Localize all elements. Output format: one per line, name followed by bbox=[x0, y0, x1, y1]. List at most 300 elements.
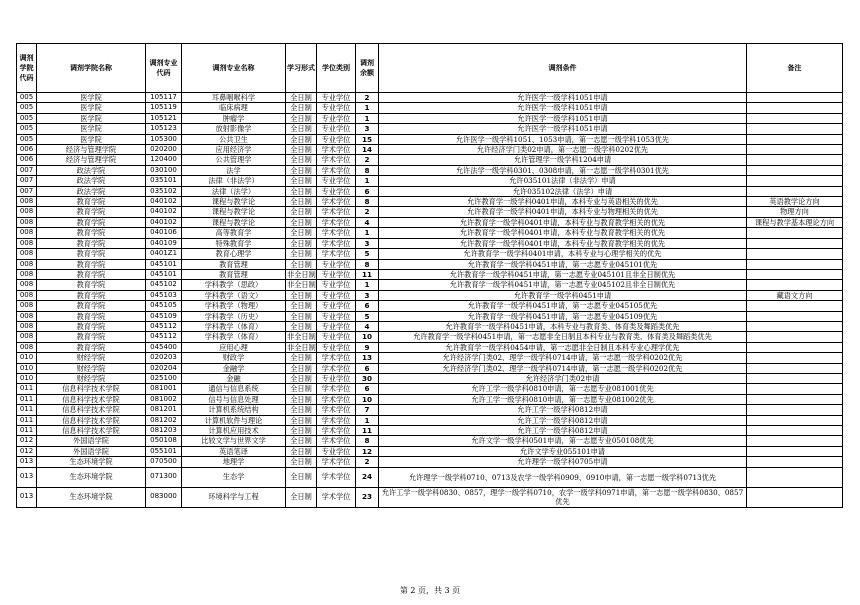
cell-college-name: 医学院 bbox=[37, 134, 146, 144]
cell-college-name: 财经学院 bbox=[37, 373, 146, 383]
cell-major-code: 045400 bbox=[146, 342, 182, 352]
cell-college-name: 教育学院 bbox=[37, 269, 146, 279]
cell-quota: 1 bbox=[356, 113, 379, 123]
cell-degree-type: 专业学位 bbox=[317, 373, 356, 383]
cell-remarks bbox=[747, 373, 843, 383]
table-row bbox=[17, 124, 843, 134]
cell-degree-type: 学术学位 bbox=[317, 249, 356, 259]
cell-degree-type: 专业学位 bbox=[317, 321, 356, 331]
cell-major-code: 045102 bbox=[146, 280, 182, 290]
cell-conditions: 允许文学一级学科0501申请，第一志愿专业050108优先 bbox=[379, 436, 747, 446]
header-major-code: 调剂专业代码 bbox=[146, 44, 182, 93]
cell-conditions: 允许法学一级学科0301、0308申请，第一志愿一级学科0301优先 bbox=[379, 165, 747, 175]
cell-quota: 1 bbox=[356, 103, 379, 113]
cell-college-code: 005 bbox=[17, 113, 37, 123]
table-row bbox=[17, 373, 843, 383]
cell-study-form: 全日制 bbox=[286, 238, 317, 248]
cell-remarks bbox=[747, 249, 843, 259]
cell-conditions: 允许教育学一级学科0401申请，本科专业与教育教学相关的优先 bbox=[379, 238, 747, 248]
cell-degree-type: 专业学位 bbox=[317, 134, 356, 144]
cell-study-form: 全日制 bbox=[286, 259, 317, 269]
cell-study-form: 全日制 bbox=[286, 217, 317, 227]
cell-college-name: 财经学院 bbox=[37, 363, 146, 373]
cell-major-code: 045105 bbox=[146, 301, 182, 311]
cell-college-name: 政法学院 bbox=[37, 165, 146, 175]
table-row bbox=[17, 238, 843, 248]
cell-major-code: 030100 bbox=[146, 165, 182, 175]
cell-degree-type: 学术学位 bbox=[317, 217, 356, 227]
cell-college-name: 教育学院 bbox=[37, 342, 146, 352]
page-footer: 第 2 页，共 3 页 bbox=[399, 586, 461, 595]
table-row bbox=[17, 93, 843, 103]
cell-conditions: 允许教育学一级学科0401申请，本科专业与教育教学相关的优先 bbox=[379, 217, 747, 227]
cell-major-name: 财政学 bbox=[182, 353, 286, 363]
cell-study-form: 非全日制 bbox=[287, 342, 316, 352]
cell-college-code: 008 bbox=[17, 301, 37, 311]
cell-study-form: 全日制 bbox=[286, 124, 317, 134]
cell-remarks bbox=[747, 311, 843, 321]
table-row bbox=[17, 405, 843, 415]
cell-degree-type: 专业学位 bbox=[317, 290, 356, 300]
cell-study-form: 全日制 bbox=[286, 394, 317, 404]
cell-degree-type: 学术学位 bbox=[317, 197, 356, 207]
table-row bbox=[17, 259, 843, 269]
cell-remarks bbox=[747, 134, 843, 144]
cell-quota: 2 bbox=[356, 207, 379, 217]
cell-college-code: 005 bbox=[17, 134, 37, 144]
cell-college-name: 政法学院 bbox=[37, 186, 146, 196]
cell-college-name: 教育学院 bbox=[37, 217, 146, 227]
cell-remarks bbox=[747, 353, 843, 363]
cell-conditions: 允许教育学一级学科0451申请，第一志愿非全日制且本科专业与教育类、体育类及舞蹈类优先 bbox=[379, 332, 747, 342]
cell-study-form: 全日制 bbox=[286, 155, 317, 165]
cell-remarks bbox=[747, 124, 843, 134]
cell-remarks bbox=[747, 165, 843, 175]
cell-remarks bbox=[747, 363, 843, 373]
cell-quota: 8 bbox=[356, 259, 379, 269]
table-row bbox=[17, 155, 843, 165]
cell-quota: 1 bbox=[356, 280, 379, 290]
cell-quota: 10 bbox=[356, 394, 379, 404]
table-row bbox=[17, 207, 843, 217]
cell-degree-type: 学术学位 bbox=[317, 426, 356, 436]
cell-conditions: 允许教育学一级学科0451申请，第一志愿专业045105优先 bbox=[379, 301, 747, 311]
cell-study-form: 非全日制 bbox=[287, 280, 316, 290]
cell-college-code: 008 bbox=[17, 228, 37, 238]
cell-study-form: 全日制 bbox=[286, 113, 317, 123]
cell-conditions: 允许035101法律（非法学）申请 bbox=[379, 176, 747, 186]
cell-college-code: 011 bbox=[17, 415, 37, 425]
cell-conditions: 允许教育学一级学科0451申请 bbox=[379, 290, 747, 300]
cell-remarks bbox=[747, 113, 843, 123]
cell-college-code: 005 bbox=[17, 93, 37, 103]
cell-quota: 7 bbox=[356, 405, 379, 415]
cell-college-code: 010 bbox=[17, 353, 37, 363]
table-row bbox=[17, 280, 843, 290]
cell-major-name: 地理学 bbox=[182, 457, 286, 467]
cell-quota: 4 bbox=[356, 321, 379, 331]
table-row bbox=[17, 415, 843, 425]
cell-degree-type: 学术学位 bbox=[317, 467, 356, 487]
cell-major-name: 学科教学（历史） bbox=[182, 311, 286, 321]
header-study-form: 学习形式 bbox=[286, 44, 317, 93]
cell-college-code: 008 bbox=[17, 342, 37, 352]
cell-degree-type: 专业学位 bbox=[317, 280, 356, 290]
cell-college-code: 013 bbox=[17, 457, 37, 467]
cell-conditions: 允许管理学一级学科1204申请 bbox=[379, 155, 747, 165]
cell-conditions: 允许文学专业055101申请 bbox=[379, 446, 747, 456]
cell-quota: 10 bbox=[356, 332, 379, 342]
cell-college-name: 医学院 bbox=[37, 113, 146, 123]
cell-college-code: 007 bbox=[17, 186, 37, 196]
header-major-name: 调剂专业名称 bbox=[182, 44, 286, 93]
cell-college-name: 生态环境学院 bbox=[37, 457, 146, 467]
cell-major-code: 040106 bbox=[146, 228, 182, 238]
cell-quota: 1 bbox=[356, 415, 379, 425]
table-row bbox=[17, 457, 843, 467]
cell-college-name: 财经学院 bbox=[37, 353, 146, 363]
cell-conditions: 允许工学一级学科0812申请 bbox=[379, 426, 747, 436]
cell-conditions: 允许教育学一级学科0451申请，第一志愿专业045101优先 bbox=[379, 259, 747, 269]
cell-study-form: 全日制 bbox=[286, 353, 317, 363]
cell-college-code: 006 bbox=[17, 155, 37, 165]
cell-major-name: 学科教学（体育） bbox=[182, 332, 286, 342]
cell-major-name: 教育管理 bbox=[182, 269, 286, 279]
cell-quota: 30 bbox=[356, 373, 379, 383]
cell-major-code: 081201 bbox=[146, 405, 182, 415]
cell-remarks bbox=[747, 103, 843, 113]
cell-major-code: 050108 bbox=[146, 436, 182, 446]
cell-college-name: 教育学院 bbox=[37, 197, 146, 207]
cell-major-name: 公共卫生 bbox=[182, 134, 286, 144]
cell-quota: 3 bbox=[356, 238, 379, 248]
cell-major-name: 课程与教学论 bbox=[182, 197, 286, 207]
cell-college-code: 012 bbox=[17, 436, 37, 446]
cell-major-code: 040102 bbox=[146, 207, 182, 217]
cell-quota: 2 bbox=[356, 457, 379, 467]
cell-degree-type: 学术学位 bbox=[317, 238, 356, 248]
cell-study-form: 全日制 bbox=[286, 436, 317, 446]
cell-college-code: 012 bbox=[17, 446, 37, 456]
cell-college-name: 外国语学院 bbox=[37, 436, 146, 446]
cell-college-code: 007 bbox=[17, 176, 37, 186]
cell-major-code: 045103 bbox=[146, 290, 182, 300]
cell-major-name: 比较文学与世界文学 bbox=[182, 436, 286, 446]
header-college-name: 调剂学院名称 bbox=[37, 44, 146, 93]
cell-college-name: 教育学院 bbox=[37, 238, 146, 248]
cell-college-code: 008 bbox=[17, 332, 37, 342]
cell-conditions: 允许医学一级学科1051申请 bbox=[379, 124, 747, 134]
cell-conditions: 允许经济学门类02申请，第一志愿一级学科0202优先 bbox=[379, 145, 747, 155]
table-row bbox=[17, 426, 843, 436]
cell-degree-type: 专业学位 bbox=[317, 301, 356, 311]
cell-major-name: 特殊教育学 bbox=[182, 238, 286, 248]
table-row bbox=[17, 384, 843, 394]
cell-study-form: 非全日制 bbox=[287, 332, 316, 342]
cell-study-form: 全日制 bbox=[286, 186, 317, 196]
cell-quota: 5 bbox=[356, 249, 379, 259]
cell-college-code: 008 bbox=[17, 290, 37, 300]
cell-college-name: 信息科学技术学院 bbox=[37, 426, 146, 436]
cell-major-name: 法律（非法学） bbox=[182, 176, 286, 186]
cell-study-form: 全日制 bbox=[286, 373, 317, 383]
cell-conditions: 允许医学一级学科1051申请 bbox=[379, 113, 747, 123]
cell-quota: 1 bbox=[356, 228, 379, 238]
cell-college-name: 信息科学技术学院 bbox=[37, 384, 146, 394]
cell-major-code: 045109 bbox=[146, 311, 182, 321]
cell-major-code: 045101 bbox=[146, 269, 182, 279]
cell-degree-type: 专业学位 bbox=[317, 124, 356, 134]
cell-college-name: 教育学院 bbox=[37, 321, 146, 331]
table-row bbox=[17, 186, 843, 196]
table-row bbox=[17, 394, 843, 404]
cell-quota: 11 bbox=[356, 269, 379, 279]
cell-quota: 8 bbox=[356, 165, 379, 175]
header-remarks: 备注 bbox=[747, 44, 843, 93]
cell-conditions: 允许医学一级学科1051申请 bbox=[379, 93, 747, 103]
cell-quota: 14 bbox=[356, 145, 379, 155]
cell-study-form: 非全日制 bbox=[287, 269, 316, 279]
cell-degree-type: 学术学位 bbox=[317, 436, 356, 446]
cell-remarks: 物理方向 bbox=[747, 207, 843, 217]
cell-degree-type: 专业学位 bbox=[317, 311, 356, 321]
cell-college-code: 008 bbox=[17, 259, 37, 269]
header-quota: 调剂余额 bbox=[356, 44, 379, 93]
cell-major-code: 070500 bbox=[146, 457, 182, 467]
cell-major-code: 055101 bbox=[146, 446, 182, 456]
cell-major-code: 105121 bbox=[146, 113, 182, 123]
cell-conditions: 允许教育学一级学科0401申请，本科专业与物理相关的优先 bbox=[379, 207, 747, 217]
cell-degree-type: 学术学位 bbox=[317, 415, 356, 425]
cell-college-name: 医学院 bbox=[37, 124, 146, 134]
cell-conditions: 允许教育学一级学科0451申请，第一志愿专业045101且非全日制优先 bbox=[379, 269, 747, 279]
cell-major-code: 040102 bbox=[146, 217, 182, 227]
cell-study-form: 全日制 bbox=[286, 249, 317, 259]
cell-remarks bbox=[747, 436, 843, 446]
cell-conditions: 允许理学一级学科0710、0713及农学一级学科0909、0910申请，第一志愿一级学科0713优先 bbox=[379, 467, 747, 487]
table-row bbox=[17, 217, 843, 227]
cell-quota: 1 bbox=[356, 176, 379, 186]
cell-degree-type: 专业学位 bbox=[317, 113, 356, 123]
cell-quota: 8 bbox=[356, 436, 379, 446]
cell-remarks bbox=[747, 93, 843, 103]
cell-remarks bbox=[747, 405, 843, 415]
table-row bbox=[17, 113, 843, 123]
cell-major-name: 应用心理 bbox=[182, 342, 286, 352]
cell-study-form: 全日制 bbox=[286, 363, 317, 373]
cell-remarks bbox=[747, 467, 843, 487]
cell-college-name: 信息科学技术学院 bbox=[37, 405, 146, 415]
cell-quota: 6 bbox=[356, 384, 379, 394]
table-row bbox=[17, 165, 843, 175]
cell-college-code: 007 bbox=[17, 165, 37, 175]
cell-major-name: 金融 bbox=[182, 373, 286, 383]
cell-degree-type: 专业学位 bbox=[317, 342, 356, 352]
header-conditions: 调剂条件 bbox=[379, 44, 747, 93]
cell-quota: 5 bbox=[356, 311, 379, 321]
cell-conditions: 允许经济学门类02申请 bbox=[379, 373, 747, 383]
cell-study-form: 全日制 bbox=[286, 176, 317, 186]
cell-major-name: 学科教学（体育） bbox=[182, 321, 286, 331]
cell-conditions: 允许理学一级学科0705申请 bbox=[379, 457, 747, 467]
table-row bbox=[17, 446, 843, 456]
cell-major-name: 通信与信息系统 bbox=[182, 384, 286, 394]
cell-quota: 3 bbox=[356, 290, 379, 300]
cell-college-name: 外国语学院 bbox=[37, 446, 146, 456]
cell-remarks bbox=[747, 342, 843, 352]
cell-major-code: 0401Z1 bbox=[146, 249, 182, 259]
cell-college-name: 教育学院 bbox=[37, 228, 146, 238]
cell-degree-type: 专业学位 bbox=[317, 269, 356, 279]
cell-major-name: 英语笔译 bbox=[182, 446, 286, 456]
cell-study-form: 全日制 bbox=[286, 384, 317, 394]
cell-remarks: 英语教学论方向 bbox=[747, 197, 843, 207]
table-row bbox=[17, 301, 843, 311]
cell-college-name: 教育学院 bbox=[37, 332, 146, 342]
cell-college-name: 经济与管理学院 bbox=[37, 145, 146, 155]
cell-quota: 6 bbox=[356, 186, 379, 196]
cell-college-code: 008 bbox=[17, 217, 37, 227]
cell-conditions: 允许工学一级学科0812申请 bbox=[379, 415, 747, 425]
cell-remarks bbox=[747, 457, 843, 467]
table-row bbox=[17, 290, 843, 300]
cell-college-code: 011 bbox=[17, 394, 37, 404]
cell-college-code: 008 bbox=[17, 311, 37, 321]
table-row bbox=[17, 197, 843, 207]
cell-remarks bbox=[747, 446, 843, 456]
cell-study-form: 全日制 bbox=[286, 405, 317, 415]
cell-college-name: 医学院 bbox=[37, 103, 146, 113]
cell-college-code: 011 bbox=[17, 405, 37, 415]
cell-major-code: 083000 bbox=[146, 487, 182, 507]
table-row bbox=[17, 321, 843, 331]
cell-conditions: 允许教育学一级学科0451申请，本科专业与教育类、体育类及舞蹈类优先 bbox=[379, 321, 747, 331]
cell-conditions: 允许教育学一级学科0451申请，第一志愿专业045102且非全日制优先 bbox=[379, 280, 747, 290]
cell-major-name: 课程与教学论 bbox=[182, 207, 286, 217]
table-row bbox=[17, 353, 843, 363]
cell-remarks bbox=[747, 384, 843, 394]
cell-study-form: 全日制 bbox=[286, 415, 317, 425]
cell-degree-type: 专业学位 bbox=[317, 259, 356, 269]
cell-study-form: 全日制 bbox=[286, 165, 317, 175]
header-college-code: 调剂学院代码 bbox=[17, 44, 37, 93]
cell-study-form: 全日制 bbox=[286, 197, 317, 207]
cell-major-name: 公共管理学 bbox=[182, 155, 286, 165]
cell-remarks bbox=[747, 426, 843, 436]
cell-remarks bbox=[747, 394, 843, 404]
cell-study-form: 全日制 bbox=[286, 103, 317, 113]
cell-major-code: 105123 bbox=[146, 124, 182, 134]
cell-college-name: 信息科学技术学院 bbox=[37, 415, 146, 425]
cell-college-code: 008 bbox=[17, 269, 37, 279]
cell-college-name: 教育学院 bbox=[37, 207, 146, 217]
cell-major-code: 081001 bbox=[146, 384, 182, 394]
cell-college-code: 008 bbox=[17, 197, 37, 207]
cell-study-form: 全日制 bbox=[286, 207, 317, 217]
header-row bbox=[17, 44, 843, 93]
cell-conditions: 允许经济学门类02、理学一级学科0714申请，第一志愿一级学科0202优先 bbox=[379, 353, 747, 363]
cell-quota: 23 bbox=[356, 487, 379, 507]
cell-college-code: 006 bbox=[17, 145, 37, 155]
cell-major-code: 045112 bbox=[146, 321, 182, 331]
cell-degree-type: 学术学位 bbox=[317, 353, 356, 363]
cell-degree-type: 专业学位 bbox=[317, 186, 356, 196]
cell-college-name: 教育学院 bbox=[37, 301, 146, 311]
cell-remarks bbox=[747, 332, 843, 342]
cell-degree-type: 专业学位 bbox=[317, 332, 356, 342]
cell-college-code: 008 bbox=[17, 280, 37, 290]
cell-major-code: 025100 bbox=[146, 373, 182, 383]
cell-major-code: 040102 bbox=[146, 197, 182, 207]
cell-college-code: 008 bbox=[17, 249, 37, 259]
cell-remarks bbox=[747, 269, 843, 279]
cell-major-code: 020200 bbox=[146, 145, 182, 155]
cell-major-code: 081202 bbox=[146, 415, 182, 425]
cell-major-name: 生态学 bbox=[182, 467, 286, 487]
cell-conditions: 允许教育学一级学科0401申请，本科专业与心理学相关的优先 bbox=[379, 249, 747, 259]
cell-major-name: 金融学 bbox=[182, 363, 286, 373]
cell-conditions: 允许教育学一级学科0454申请，第一志愿非全日制且本科专业心理学优先 bbox=[379, 342, 747, 352]
cell-quota: 4 bbox=[356, 217, 379, 227]
cell-major-name: 学科教学（思政） bbox=[182, 280, 286, 290]
cell-remarks bbox=[747, 176, 843, 186]
table-row bbox=[17, 176, 843, 186]
cell-conditions: 允许工学一级学科0812申请 bbox=[379, 405, 747, 415]
cell-major-name: 学科教学（物理） bbox=[182, 301, 286, 311]
cell-quota: 15 bbox=[356, 134, 379, 144]
cell-college-name: 教育学院 bbox=[37, 259, 146, 269]
table-row bbox=[17, 363, 843, 373]
cell-degree-type: 学术学位 bbox=[317, 228, 356, 238]
table-row bbox=[17, 134, 843, 144]
cell-major-name: 计算机软件与理论 bbox=[182, 415, 286, 425]
cell-major-code: 071300 bbox=[146, 467, 182, 487]
cell-remarks bbox=[747, 280, 843, 290]
cell-study-form: 全日制 bbox=[286, 228, 317, 238]
cell-college-name: 生态环境学院 bbox=[37, 487, 146, 507]
cell-major-code: 040109 bbox=[146, 238, 182, 248]
header-degree-type: 学位类别 bbox=[317, 44, 356, 93]
cell-study-form: 全日制 bbox=[286, 301, 317, 311]
cell-remarks bbox=[747, 228, 843, 238]
cell-quota: 6 bbox=[356, 301, 379, 311]
cell-college-code: 008 bbox=[17, 238, 37, 248]
cell-major-name: 放射影像学 bbox=[182, 124, 286, 134]
cell-quota: 2 bbox=[356, 93, 379, 103]
cell-major-code: 045101 bbox=[146, 259, 182, 269]
cell-study-form: 全日制 bbox=[286, 446, 317, 456]
cell-major-name: 肿瘤学 bbox=[182, 113, 286, 123]
cell-degree-type: 学术学位 bbox=[317, 145, 356, 155]
cell-study-form: 全日制 bbox=[286, 93, 317, 103]
cell-college-code: 013 bbox=[17, 467, 37, 487]
cell-college-code: 011 bbox=[17, 384, 37, 394]
cell-college-code: 011 bbox=[17, 426, 37, 436]
cell-major-code: 035101 bbox=[146, 176, 182, 186]
table-row bbox=[17, 145, 843, 155]
table-row bbox=[17, 249, 843, 259]
cell-college-code: 010 bbox=[17, 373, 37, 383]
cell-college-code: 013 bbox=[17, 487, 37, 507]
cell-quota: 24 bbox=[356, 467, 379, 487]
cell-major-name: 环境科学与工程 bbox=[182, 487, 286, 507]
cell-degree-type: 专业学位 bbox=[317, 103, 356, 113]
cell-major-code: 081002 bbox=[146, 394, 182, 404]
cell-major-name: 法律（法学） bbox=[182, 186, 286, 196]
cell-conditions: 允许教育学一级学科0451申请，第一志愿专业045109优先 bbox=[379, 311, 747, 321]
cell-college-name: 政法学院 bbox=[37, 176, 146, 186]
cell-major-name: 课程与教学论 bbox=[182, 217, 286, 227]
